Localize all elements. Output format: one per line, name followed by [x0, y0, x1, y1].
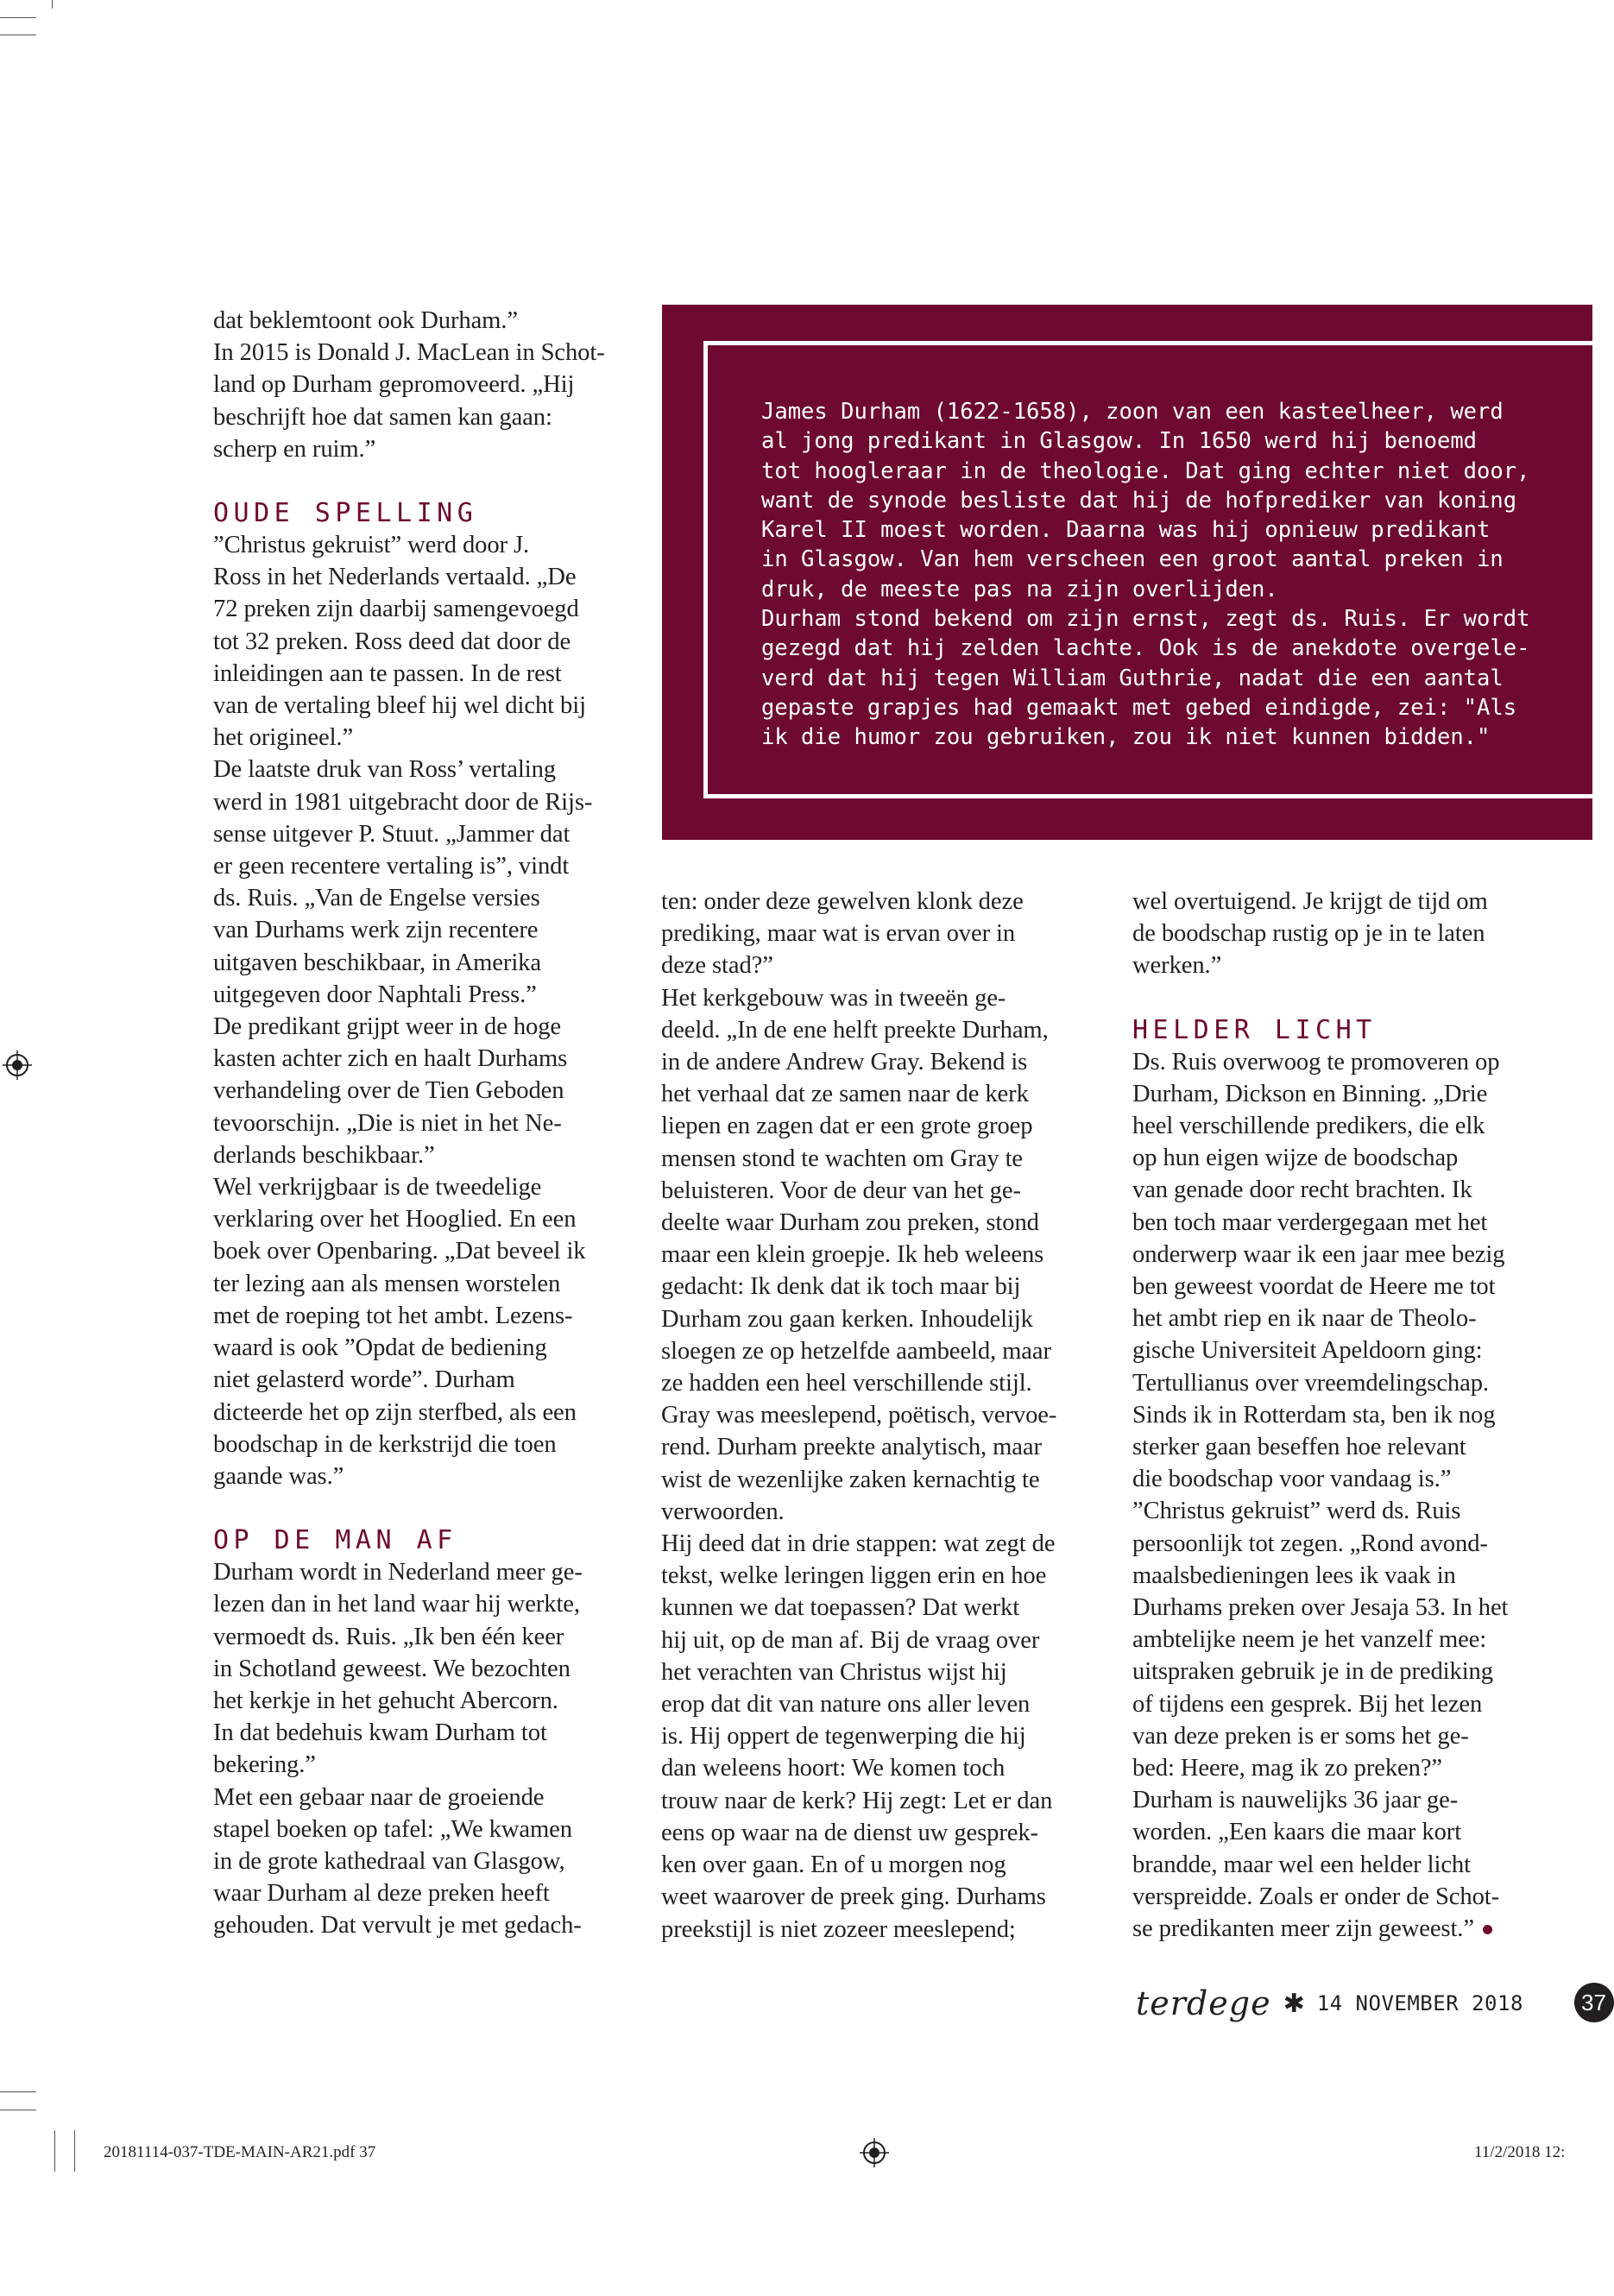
text-line: stapel boeken op tafel: „We kwamen — [213, 1815, 572, 1843]
text-line: ben geweest voordat de Heere me tot — [1132, 1273, 1496, 1301]
text-line: in Glasgow. Van hem verscheen een groot aantal preken in — [761, 546, 1504, 573]
text-line: Durham, Dickson en Binning. „Drie — [1132, 1080, 1488, 1107]
text-line: ambtelijke neem je het vanzelf mee: — [1132, 1626, 1487, 1654]
section-heading-helder-licht: HELDER LICHT — [1132, 1014, 1377, 1045]
text-line: ”Christus gekruist” werd ds. Ruis — [1132, 1498, 1461, 1525]
text-line: uitgegeven door Naphtali Press.” — [213, 981, 537, 1008]
text-line: mensen stond te wachten om Gray te — [661, 1145, 1024, 1172]
text-line: sense uitgever P. Stuut. „Jammer dat — [213, 820, 571, 848]
text-line: of tijdens een gesprek. Bij het lezen — [1132, 1690, 1483, 1718]
text-line: Sinds ik in Rotterdam sta, ben ik nog — [1132, 1401, 1496, 1429]
text-line: maalsbedieningen lees ik vaak in — [1132, 1561, 1456, 1589]
text-line: uitspraken gebruik je in de prediking — [1132, 1658, 1493, 1686]
text-line: ter lezing aan als mensen worstelen — [213, 1270, 561, 1297]
text-line: die boodschap voor vandaag is.” — [1132, 1466, 1452, 1493]
crop-mark — [74, 2130, 75, 2172]
text-line: trouw naar de kerk? Hij zegt: Let er dan — [661, 1787, 1053, 1814]
text-line: land op Durham gepromoveerd. „Hij — [213, 371, 575, 399]
text-line: Karel II moest worden. Daarna was hij opnieuw predikant — [761, 517, 1491, 544]
text-line: tekst, welke leringen liggen erin en hoe — [661, 1562, 1047, 1590]
text-line: verwoorden. — [661, 1498, 785, 1525]
text-line: ken over gaan. En of u morgen nog — [661, 1851, 1006, 1879]
col3-intro — [1132, 886, 1564, 982]
text-line: verd dat hij tegen William Guthrie, nadat die een aantal — [761, 665, 1504, 691]
text-line: liepen en zagen dat er een grote groep — [661, 1113, 1033, 1140]
text-line: het ambt riep en ik naar de Theolo- — [1132, 1305, 1477, 1333]
col1-section-op-de-man-af — [213, 1556, 640, 1941]
text-line: wel overtuigend. Je krijgt de tijd om — [1132, 888, 1488, 915]
text-line: bekering.” — [213, 1751, 316, 1779]
crop-mark — [0, 2091, 36, 2092]
text-line: het verachten van Christus wijst hij — [661, 1658, 1007, 1686]
sidebar-box — [662, 305, 1592, 840]
text-line: van genade door recht brachten. Ik — [1132, 1176, 1472, 1204]
slug-timestamp: 11/2/2018 12: — [1474, 2143, 1566, 2161]
text-line: In 2015 is Donald J. MacLean in Schot- — [213, 339, 605, 367]
col2-text — [661, 886, 1101, 1946]
text-line: ”Christus gekruist” werd door J. — [213, 532, 530, 559]
text-line: tot hoogleraar in de theologie. Dat ging echter niet door, — [761, 457, 1530, 484]
text-line: hij uit, op de man af. Bij de vraag over — [661, 1626, 1040, 1654]
text-line: het kerkje in het gehucht Abercorn. — [213, 1687, 558, 1714]
text-line: waar Durham al deze preken heeft — [213, 1880, 550, 1908]
text-line: deeld. „In de ene helft preekte Durham, — [661, 1016, 1049, 1044]
text-line: erop dat dit van nature ons aller leven — [661, 1691, 1031, 1719]
text-line: gaande was.” — [213, 1462, 344, 1490]
text-line: ben toch maar verdergegaan met het — [1132, 1208, 1488, 1236]
text-line: weet waarover de preek ging. Durhams — [661, 1883, 1046, 1911]
text-line: met de roeping tot het ambt. Lezens- — [213, 1302, 573, 1329]
text-line: tevoorschijn. „Die is niet in het Ne- — [213, 1109, 562, 1137]
text-line: Durham zou gaan kerken. Inhoudelijk — [661, 1305, 1033, 1333]
text-line: werd in 1981 uitgebracht door de Rijs- — [213, 788, 593, 816]
text-line: gezegd dat hij zelden lachte. Ook is de anekdote overgele- — [761, 635, 1530, 662]
text-line: In dat bedehuis kwam Durham tot — [213, 1719, 547, 1747]
end-mark-icon — [1483, 1925, 1492, 1934]
text-line: Het kerkgebouw was in tweeën ge- — [661, 984, 1006, 1012]
text-line: sloegen ze op hetzelfde aambeeld, maar — [661, 1337, 1051, 1365]
text-line: in de grote kathedraal van Glasgow, — [213, 1847, 565, 1875]
text-line: gepaste grapjes had gemaakt met gebed eindigde, zei: "Als — [761, 694, 1517, 721]
crop-mark — [52, 0, 53, 9]
text-line: De laatste druk van Ross’ vertaling — [213, 756, 556, 784]
text-line: Durham wordt in Nederland meer ge- — [213, 1559, 583, 1586]
text-line: scherp en ruim.” — [213, 435, 376, 463]
text-line: ten: onder deze gewelven klonk deze — [661, 888, 1024, 915]
text-line: onderwerp waar ik een jaar mee bezig — [1132, 1240, 1505, 1268]
text-line: deelte waar Durham zou preken, stond — [661, 1209, 1039, 1237]
sidebar-text — [761, 397, 1590, 753]
text-line: Wel verkrijgbaar is de tweedelige — [213, 1174, 542, 1202]
text-line: verklaring over het Hooglied. En een — [213, 1206, 577, 1233]
text-line: is. Hij oppert de tegenwerping die hij — [661, 1723, 1026, 1750]
text-line: gehouden. Dat vervult je met gedach- — [213, 1912, 582, 1940]
text-line: Tertullianus over vreemdelingschap. — [1132, 1369, 1489, 1397]
text-line: De predikant grijpt weer in de hoge — [213, 1013, 562, 1041]
col1-intro — [213, 305, 640, 465]
text-line: waard is ook ”Opdat de bediening — [213, 1334, 547, 1362]
text-line: op hun eigen wijze de boodschap — [1132, 1145, 1459, 1172]
col1-section-oude-spelling — [213, 529, 640, 1492]
text-line: uitgaven beschikbaar, in Amerika — [213, 949, 541, 976]
article-column-1 — [213, 305, 640, 1942]
text-line: het verhaal dat ze samen naar de kerk — [661, 1081, 1029, 1108]
text-line: van deze preken is er soms het ge- — [1132, 1722, 1469, 1750]
text-line: lezen dan in het land waar hij werkte, — [213, 1591, 580, 1618]
col3-section-helder-licht — [1132, 1046, 1564, 1946]
text-line: se predikanten meer zijn geweest.” — [1132, 1913, 1564, 1945]
text-line: boodschap in de kerkstrijd die toen — [213, 1430, 557, 1458]
text-line: het origineel.” — [213, 724, 354, 752]
article-column-3 — [1132, 886, 1564, 1945]
text-line: dat beklemtoont ook Durham.” — [213, 307, 518, 334]
text-line: Durham is nauwelijks 36 jaar ge- — [1132, 1787, 1459, 1814]
text-line: ik die humor zou gebruiken, zou ik niet kunnen bidden." — [761, 724, 1491, 751]
page-footer — [1136, 1982, 1523, 2025]
asterisk-icon: ✱ — [1283, 1988, 1305, 2019]
crop-mark — [0, 17, 36, 18]
text-line: worden. „Een kaars die maar kort — [1132, 1819, 1462, 1846]
text-line: dicteerde het op zijn sterfbed, als een — [213, 1398, 577, 1426]
text-line: verspreidde. Zoals er onder de Schot- — [1132, 1883, 1500, 1910]
text-line: ds. Ruis. „Van de Engelse versies — [213, 885, 540, 912]
text-line: sterker gaan beseffen hoe relevant — [1132, 1434, 1466, 1461]
text-line: vermoedt ds. Ruis. „Ik ben één keer — [213, 1623, 564, 1650]
text-line: Durhams preken over Jesaja 53. In het — [1132, 1594, 1509, 1622]
text-line: werken.” — [1132, 952, 1222, 980]
text-line: 72 preken zijn daarbij samengevoegd — [213, 596, 579, 623]
text-line: al jong predikant in Glasgow. In 1650 werd hij benoemd — [761, 428, 1478, 455]
crop-mark — [54, 2130, 55, 2172]
registration-mark-icon — [3, 1050, 32, 1080]
text-line: van Durhams werk zijn recentere — [213, 917, 539, 944]
text-line: derlands beschikbaar.” — [213, 1141, 435, 1169]
text-line: er geen recentere vertaling is”, vindt — [213, 853, 570, 880]
text-line: maar een klein groepje. Ik heb weleens — [661, 1241, 1044, 1269]
brand-logo: terdege — [1136, 1984, 1271, 2022]
text-line: Met een gebaar naar de groeiende — [213, 1783, 545, 1811]
section-heading-oude-spelling: OUDE SPELLING — [213, 498, 478, 529]
text-line: heel verschillende predikers, die elk — [1132, 1113, 1485, 1140]
text-line: Ross in het Nederlands vertaald. „De — [213, 564, 577, 591]
text-line: gische Universiteit Apeldoorn ging: — [1132, 1337, 1483, 1365]
text-line: verhandeling over de Tien Geboden — [213, 1077, 564, 1105]
text-line: Gray was meeslepend, poëtisch, vervoe- — [661, 1402, 1057, 1429]
text-line: brandde, maar wel een helder licht — [1132, 1851, 1471, 1878]
text-line: want de synode besliste dat hij de hofprediker van koning — [761, 487, 1517, 514]
text-line: bed: Heere, mag ik zo preken?” — [1132, 1755, 1443, 1782]
text-line: persoonlijk tot zegen. „Rond avond- — [1132, 1530, 1488, 1557]
text-line: tot 32 preken. Ross deed dat door de — [213, 628, 571, 655]
article-column-2 — [661, 886, 1101, 1946]
slug-filename: 20181114-037-TDE-MAIN-AR21.pdf 37 — [104, 2143, 376, 2161]
text-line: James Durham (1622-1658), zoon van een kasteelheer, werd — [761, 399, 1504, 425]
text-line: beschrijft hoe dat samen kan gaan: — [213, 403, 552, 431]
text-line: beluisteren. Voor de deur van het ge- — [661, 1176, 1021, 1204]
text-line: gedacht: Ik denk dat ik toch maar bij — [661, 1273, 1021, 1301]
registration-mark-icon — [860, 2138, 889, 2167]
text-line: preekstijl is niet zozeer meeslepend; — [661, 1915, 1016, 1943]
text-line: inleidingen aan te passen. In de rest — [213, 659, 562, 687]
text-line: van de vertaling bleef hij wel dicht bij — [213, 692, 586, 720]
text-line: boek over Openbaring. „Dat beveel ik — [213, 1238, 586, 1265]
text-line: Hij deed dat in drie stappen: wat zegt de — [661, 1530, 1056, 1558]
issue-date: 14 NOVEMBER 2018 — [1316, 1991, 1523, 2015]
text-line: Durham stond bekend om zijn ernst, zegt ds. Ruis. Er wordt — [761, 606, 1530, 633]
text-line: ze hadden een heel verschillende stijl. — [661, 1370, 1032, 1397]
page-number-badge: 37 — [1574, 1983, 1614, 2022]
text-line: dan weleens hoort: We komen toch — [661, 1755, 1006, 1782]
text-line: rend. Durham preekte analytisch, maar — [661, 1434, 1042, 1461]
text-line: kunnen we dat toepassen? Dat werkt — [661, 1594, 1020, 1622]
text-line: deze stad?” — [661, 952, 773, 980]
section-heading-op-de-man-af: OP DE MAN AF — [213, 1525, 457, 1556]
text-line: prediking, maar wat is ervan over in — [661, 920, 1016, 948]
text-line: de boodschap rustig op je in te laten — [1132, 920, 1485, 948]
text-line: in de andere Andrew Gray. Bekend is — [661, 1049, 1028, 1076]
text-line: niet gelasterd worde”. Durham — [213, 1366, 515, 1394]
text-line: Ds. Ruis overwoog te promoveren op — [1132, 1048, 1500, 1075]
text-line: druk, de meeste pas na zijn overlijden. — [761, 576, 1278, 602]
text-line: kasten achter zich en haalt Durhams — [213, 1045, 568, 1073]
text-line: eens op waar na de dienst uw gesprek- — [661, 1819, 1038, 1846]
text-line: in Schotland geweest. We bezochten — [213, 1655, 571, 1682]
text-line: wist de wezenlijke zaken kernachtig te — [661, 1466, 1040, 1493]
